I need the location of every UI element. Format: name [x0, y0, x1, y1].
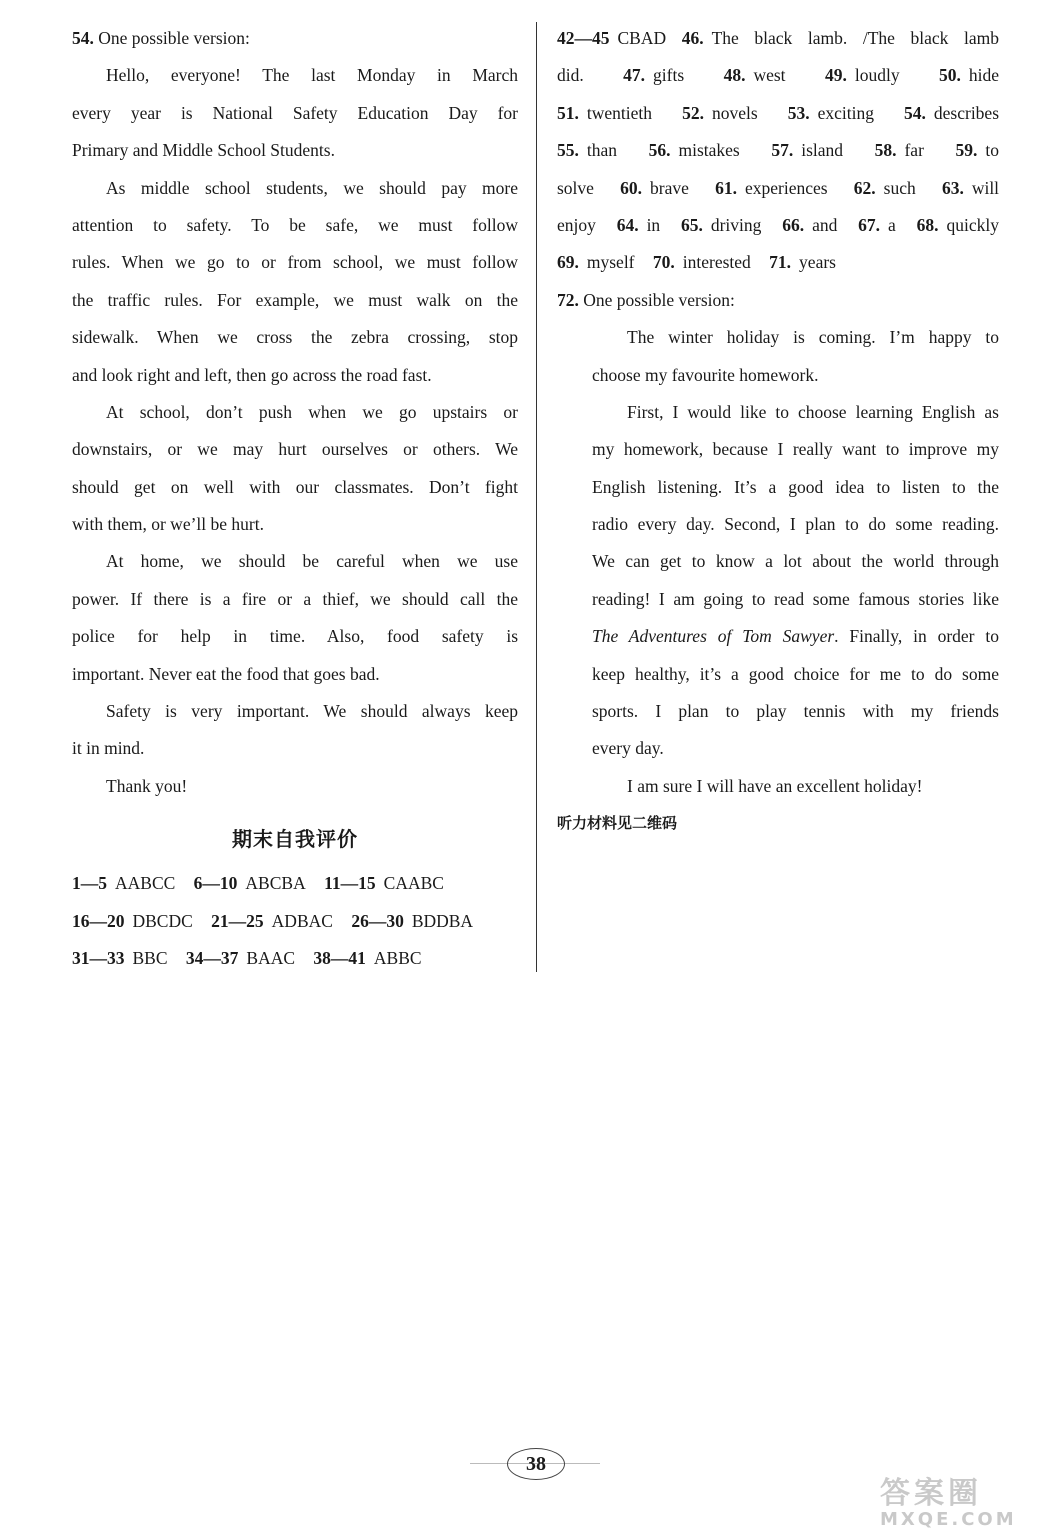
answer-row: [557, 207, 999, 244]
answer-value: exciting: [817, 102, 874, 123]
answer-number: 49.: [824, 65, 847, 86]
answer-row: [557, 170, 999, 207]
essay-line: [557, 618, 999, 655]
answer-range: 1—5: [72, 873, 107, 894]
answer-number: 71.: [769, 252, 792, 273]
answer-number: 48.: [723, 65, 746, 86]
essay-line: We can get to know a lot about the world through: [592, 551, 999, 572]
answer-value: CBAD: [617, 28, 667, 48]
answer-value: years: [799, 252, 836, 273]
answer-number: 65.: [680, 214, 703, 235]
essay-line: sidewalk. When we cross the zebra crossing, stop: [72, 327, 518, 348]
answer-number: 67.: [858, 214, 881, 235]
answer-range: 6—10: [193, 873, 238, 894]
answer-number: 68.: [916, 214, 939, 235]
answer-value: BDDBA: [411, 910, 474, 931]
answer-row: [72, 940, 518, 977]
essay-line: every day.: [592, 738, 664, 759]
answer-number: 42—45: [557, 28, 610, 48]
answer-number: 62.: [853, 177, 876, 198]
answer-row: [557, 95, 999, 132]
answer-value: brave: [650, 177, 689, 198]
answer-number: 55.: [557, 140, 579, 161]
answer-number: 46.: [681, 28, 704, 48]
answer-value: myself: [586, 252, 635, 273]
essay-line: sports. I plan to play tennis with my friends: [592, 701, 999, 722]
answer-value: such: [883, 177, 916, 198]
answer-value: mistakes: [678, 140, 740, 161]
answer-value: a: [888, 214, 896, 235]
answer-number: 69.: [557, 252, 579, 273]
essay-line: attention to safety. To be safe, we must follow: [72, 214, 518, 235]
answer-row: [72, 903, 518, 940]
answer-value: BAAC: [246, 947, 296, 968]
left-column: [72, 20, 518, 977]
column-divider: [536, 22, 537, 972]
essay-line: I am sure I will have an excellent holiday!: [627, 775, 923, 796]
watermark-logo: [880, 1478, 1055, 1534]
answer-value: experiences: [744, 177, 828, 198]
answer-value: far: [904, 140, 924, 161]
answer-value: to: [985, 140, 1000, 161]
answer-row: [72, 865, 518, 902]
answer-value: interested: [682, 252, 751, 273]
essay-line: The winter holiday is coming. I’m happy to: [627, 327, 999, 348]
essay-line: Primary and Middle School Students.: [72, 140, 335, 161]
answer-number: 63.: [941, 177, 964, 198]
answer-range: 38—41: [313, 947, 366, 968]
answer-number: 59.: [955, 140, 978, 161]
essay-text: . Finally, in order to: [834, 626, 999, 647]
answer-number: 58.: [874, 140, 897, 161]
essay-line: my homework, because I really want to improve my: [592, 439, 999, 460]
answer-value: enjoy: [557, 214, 596, 235]
essay-line: and look right and left, then go across the road fast.: [72, 364, 432, 385]
essay-line: power. If there is a fire or a thief, we should call the: [72, 588, 518, 609]
answer-range: 11—15: [324, 873, 376, 894]
answer-number: 51.: [557, 102, 579, 123]
essay-line: English listening. It’s a good idea to listen to the: [592, 476, 999, 497]
question-label: One possible version:: [98, 28, 250, 48]
right-column: [557, 20, 999, 843]
answer-value: DBCDC: [132, 910, 193, 931]
question-54-header: [72, 20, 518, 57]
answer-value: CAABC: [383, 873, 444, 894]
answer-row: [557, 244, 999, 281]
essay-line: downstairs, or we may hurt ourselves or others. We: [72, 439, 518, 460]
listening-note: 听力材料见二维码: [557, 814, 678, 833]
question-label: One possible version:: [583, 289, 735, 310]
answer-number: 61.: [715, 177, 737, 198]
answer-number: 47.: [623, 65, 646, 86]
answer-value: did.: [557, 65, 584, 86]
essay-line: reading! I am going to read some famous stories like: [592, 588, 999, 609]
answer-value: novels: [711, 102, 758, 123]
answer-value: driving: [710, 214, 762, 235]
answer-range: 16—20: [72, 910, 125, 931]
answer-value: gifts: [653, 65, 685, 86]
answer-range: 31—33: [72, 947, 125, 968]
essay-line: First, I would like to choose learning English as: [627, 401, 999, 422]
answer-value: ABCBA: [245, 873, 306, 894]
essay-line: with them, or we’ll be hurt.: [72, 514, 264, 535]
question-number: 54.: [72, 28, 94, 48]
answer-range: 26—30: [351, 910, 404, 931]
answer-value: will: [971, 177, 1000, 198]
answer-value: ADBAC: [271, 910, 333, 931]
question-72-header: [557, 282, 999, 319]
answer-number: 60.: [620, 177, 643, 198]
essay-line: police for help in time. Also, food safety is: [72, 626, 518, 647]
essay-line: At school, don’t push when we go upstairs or: [106, 401, 518, 422]
answer-value: hide: [968, 65, 1000, 86]
answer-value: The black lamb. /The black lamb: [711, 28, 999, 48]
answer-value: in: [646, 214, 661, 235]
answer-number: 70.: [652, 252, 675, 273]
answer-value: west: [753, 65, 786, 86]
watermark-bottom: MXQE.COM: [880, 1509, 1017, 1530]
book-title: The Adventures of Tom Sawyer: [592, 626, 835, 647]
essay-line: At home, we should be careful when we use: [106, 551, 518, 572]
answer-number: 56.: [648, 140, 671, 161]
essay-line: keep healthy, it’s a good choice for me to do some: [592, 663, 999, 684]
answer-value: and: [812, 214, 838, 235]
section-title: 期末自我评价: [232, 827, 358, 852]
essay-line: every year is National Safety Education Day for: [72, 102, 518, 123]
question-number: 72.: [557, 289, 579, 310]
answer-range: 34—37: [185, 947, 239, 968]
essay-line: should get on well with our classmates. Don’t fight: [72, 476, 518, 497]
page-number: 38: [507, 1448, 565, 1480]
answer-value: quickly: [946, 214, 999, 235]
essay-line: important. Never eat the food that goes bad.: [72, 663, 380, 684]
answer-row: [557, 20, 999, 57]
answer-value: twentieth: [586, 102, 652, 123]
watermark-top: 答案圈: [880, 1476, 982, 1511]
essay-line: Safety is very important. We should always keep: [106, 701, 518, 722]
answer-value: loudly: [854, 65, 900, 86]
answer-number: 53.: [787, 102, 810, 123]
essay-line: choose my favourite homework.: [592, 364, 819, 385]
answer-number: 57.: [771, 140, 794, 161]
answer-value: AABCC: [115, 873, 176, 894]
answer-number: 66.: [782, 214, 805, 235]
essay-line: radio every day. Second, I plan to do some reading.: [592, 514, 999, 535]
answer-range: 21—25: [211, 910, 264, 931]
essay-line: it in mind.: [72, 738, 145, 759]
essay-line: rules. When we go to or from school, we must follow: [72, 252, 518, 273]
essay-line: Hello, everyone! The last Monday in March: [106, 65, 518, 86]
essay-line: the traffic rules. For example, we must walk on the: [72, 289, 518, 310]
answer-row: [557, 57, 999, 94]
answer-number: 64.: [616, 214, 639, 235]
essay-line: Thank you!: [106, 775, 188, 796]
answer-value: describes: [933, 102, 1000, 123]
answer-number: 52.: [682, 102, 704, 123]
answer-value: ABBC: [373, 947, 422, 968]
answer-value: solve: [557, 177, 594, 198]
answer-number: 50.: [939, 65, 961, 86]
answer-value: BBC: [132, 947, 168, 968]
essay-line: As middle school students, we should pay more: [106, 177, 518, 198]
answer-value: island: [801, 140, 844, 161]
answer-value: than: [586, 140, 618, 161]
answer-row: [557, 132, 999, 169]
answer-number: 54.: [904, 102, 926, 123]
